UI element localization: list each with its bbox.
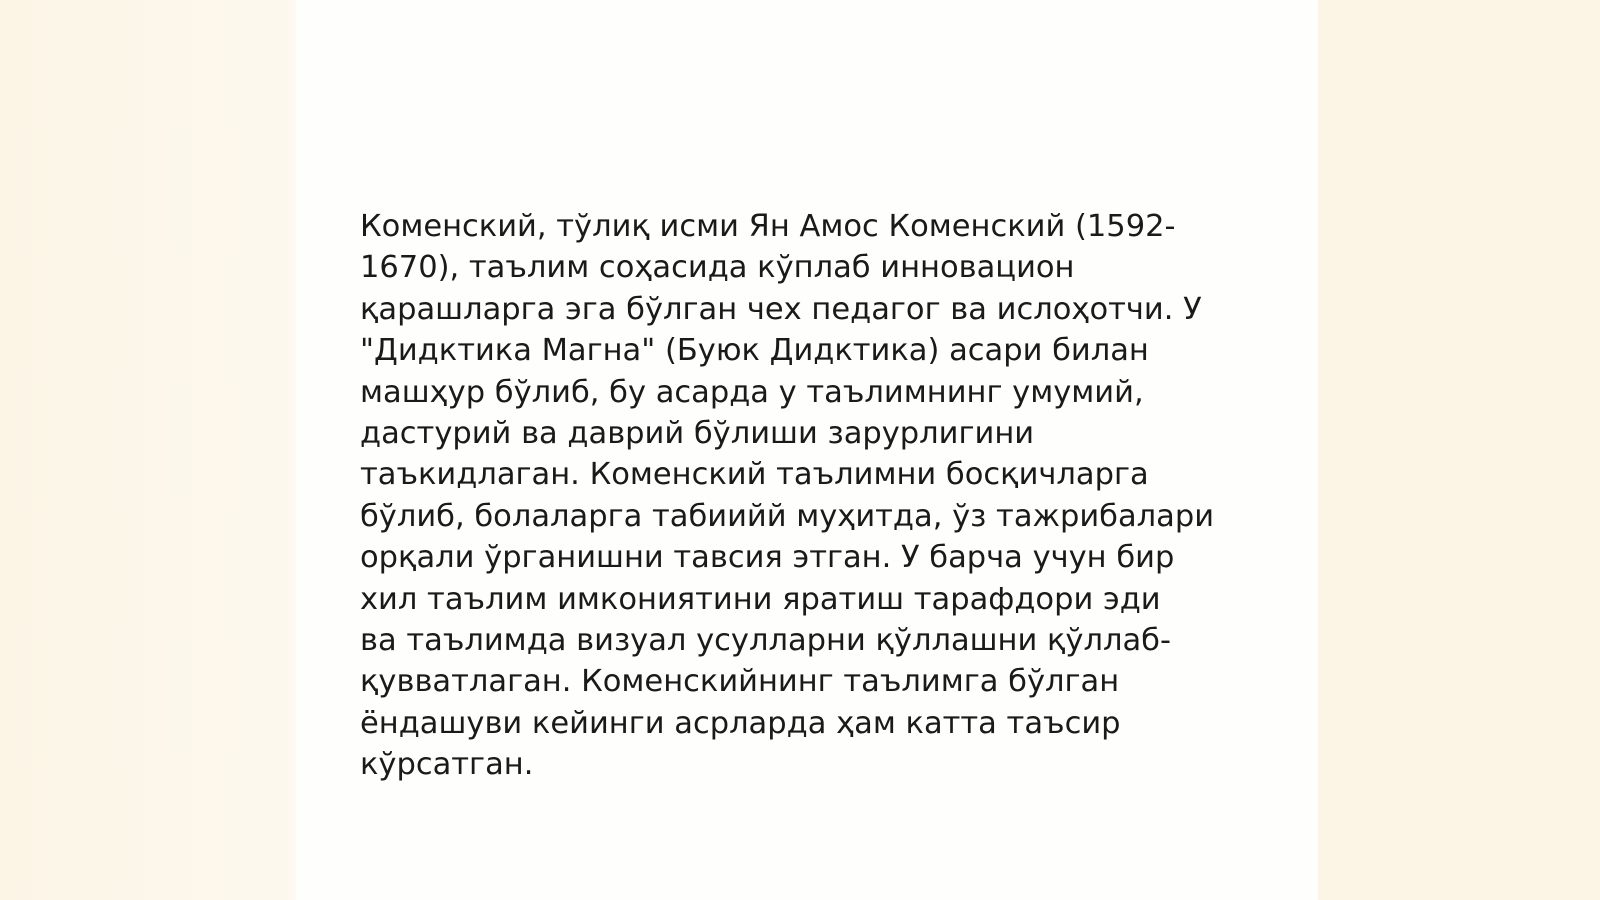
- body-paragraph: Коменский, тўлиқ исми Ян Амос Коменский (1592- 1670), таълим соҳасида кўплаб инновацион қарашларга эга бўлган чех педагог ва ислоҳотчи. У "Дидктика Магна" (Буюк Дидктика) асари билан машҳур бўлиб, бу асарда у таълимнинг умумий, дастурий ва даврий бўлиши зарурлигини таъкидлаган. Коменский таълимни босқичларга бўлиб, болаларга табиийй муҳитда, ўз тажрибалари орқали ўрганишни тавсия этган. У барча учун бир хил таълим имкониятини яратиш тарафдори эди ва таълимда визуал усулларни қўллашни қўллаб- қувватлаган. Коменскийнинг таълимга бўлган ёндашуви кейинги асрларда ҳам катта таъсир кўрсатган.: [360, 209, 1215, 783]
- document-page: [296, 0, 1318, 900]
